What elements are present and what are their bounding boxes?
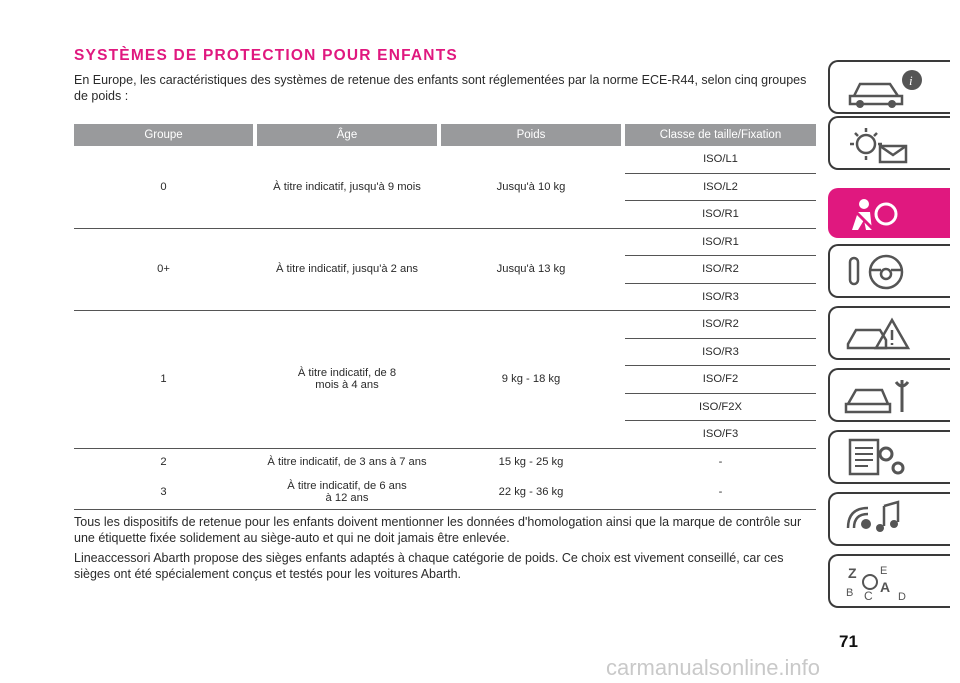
cell-classe: - bbox=[625, 448, 816, 475]
emergency-triangle-icon bbox=[840, 312, 930, 356]
cell-poids: Jusqu'à 10 kg bbox=[496, 180, 566, 193]
seatbelt-airbag-icon bbox=[840, 194, 930, 236]
index-icon bbox=[840, 560, 930, 604]
tab-index[interactable] bbox=[828, 554, 950, 608]
cell-age: À titre indicatif, de 8 mois à 4 ans bbox=[257, 311, 437, 449]
header-age: Âge bbox=[257, 124, 437, 146]
cell-classe: ISO/R1 bbox=[625, 228, 816, 256]
tab-steering-key[interactable] bbox=[828, 244, 950, 298]
cell-classe: ISO/R2 bbox=[625, 311, 816, 339]
header-groupe: Groupe bbox=[74, 124, 253, 146]
table-row bbox=[74, 475, 816, 510]
cell-poids: 22 kg - 36 kg bbox=[441, 475, 621, 510]
car-info-icon bbox=[840, 66, 930, 110]
cell-classe: ISO/R3 bbox=[625, 283, 816, 311]
tab-multimedia[interactable] bbox=[828, 492, 950, 546]
tab-seatbelt-airbag[interactable] bbox=[828, 188, 950, 238]
maintenance-wrench-icon bbox=[840, 374, 930, 418]
tech-data-icon bbox=[840, 436, 930, 480]
cell-classe: ISO/F2 bbox=[625, 366, 816, 394]
child-seat-table bbox=[74, 124, 816, 510]
cell-poids: 9 kg - 18 kg bbox=[441, 311, 621, 449]
svg-text:Z: Z bbox=[848, 565, 857, 581]
watermark: carmanualsonline.info bbox=[606, 655, 821, 680]
svg-text:E: E bbox=[880, 565, 888, 577]
header-poids: Poids bbox=[441, 124, 621, 146]
tab-warning-lights[interactable] bbox=[828, 116, 950, 170]
tab-tech-data[interactable] bbox=[828, 430, 950, 484]
intro-paragraph: En Europe, les caractéristiques des systèmes de retenue des enfants sont réglementées par la norme ECE-R44, selon cinq groupes de poids : bbox=[74, 73, 807, 103]
table-row bbox=[74, 448, 816, 475]
tab-car-info[interactable] bbox=[828, 60, 950, 114]
table-row bbox=[74, 311, 816, 339]
cell-classe: ISO/R2 bbox=[625, 256, 816, 284]
cell-classe: ISO/R3 bbox=[625, 338, 816, 366]
multimedia-icon bbox=[840, 498, 930, 542]
section-title: SYSTÈMES DE PROTECTION POUR ENFANTS bbox=[74, 47, 458, 64]
cell-groupe: 0+ bbox=[74, 228, 253, 311]
steering-key-icon bbox=[840, 250, 930, 294]
cell-groupe: 3 bbox=[74, 475, 253, 510]
cell-groupe: 0 bbox=[160, 180, 167, 193]
cell-age: À titre indicatif, jusqu'à 9 mois bbox=[273, 180, 421, 193]
cell-poids: 15 kg - 25 kg bbox=[441, 448, 621, 475]
cell-classe: - bbox=[625, 475, 816, 510]
header-classe: Classe de taille/Fixation bbox=[625, 124, 816, 146]
page-number: 71 bbox=[839, 632, 858, 651]
svg-text:A: A bbox=[880, 579, 891, 595]
cell-age: À titre indicatif, jusqu'à 2 ans bbox=[257, 228, 437, 311]
svg-text:B: B bbox=[846, 587, 854, 599]
footer-paragraph-1: Tous les dispositifs de retenue pour les enfants doivent mentionner les données d'homologation ainsi que la marque de contrôle sur une étiquette fixée solidement au siège-auto et qui ne doit jamais être enlevée. bbox=[74, 515, 802, 545]
footer-paragraph-2: Lineaccessori Abarth propose des sièges enfants adaptés à chaque catégorie de poids. Ce choix est vivement conseillé, car ces sièges ont été spécialement conçus et testés pour les voitures Abarth. bbox=[74, 551, 784, 581]
cell-classe: ISO/F2X bbox=[625, 393, 816, 421]
svg-text:C: C bbox=[864, 589, 873, 603]
cell-age: À titre indicatif, de 3 ans à 7 ans bbox=[257, 448, 437, 475]
table-header-row bbox=[74, 124, 816, 146]
svg-text:i: i bbox=[909, 73, 913, 88]
cell-classe: ISO/L1 bbox=[703, 153, 738, 166]
tab-maintenance[interactable] bbox=[828, 368, 950, 422]
warning-lights-icon bbox=[840, 122, 930, 166]
cell-classe: ISO/R1 bbox=[625, 201, 816, 229]
tab-emergency[interactable] bbox=[828, 306, 950, 360]
table-row bbox=[74, 228, 816, 256]
cell-groupe: 2 bbox=[74, 448, 253, 475]
cell-age: À titre indicatif, de 6 ans à 12 ans bbox=[257, 475, 437, 510]
cell-classe: ISO/L2 bbox=[625, 173, 816, 201]
cell-groupe: 1 bbox=[74, 311, 253, 449]
table-row bbox=[74, 146, 816, 173]
cell-classe: ISO/F3 bbox=[625, 421, 816, 449]
svg-text:D: D bbox=[898, 591, 906, 603]
cell-poids: Jusqu'à 13 kg bbox=[441, 228, 621, 311]
